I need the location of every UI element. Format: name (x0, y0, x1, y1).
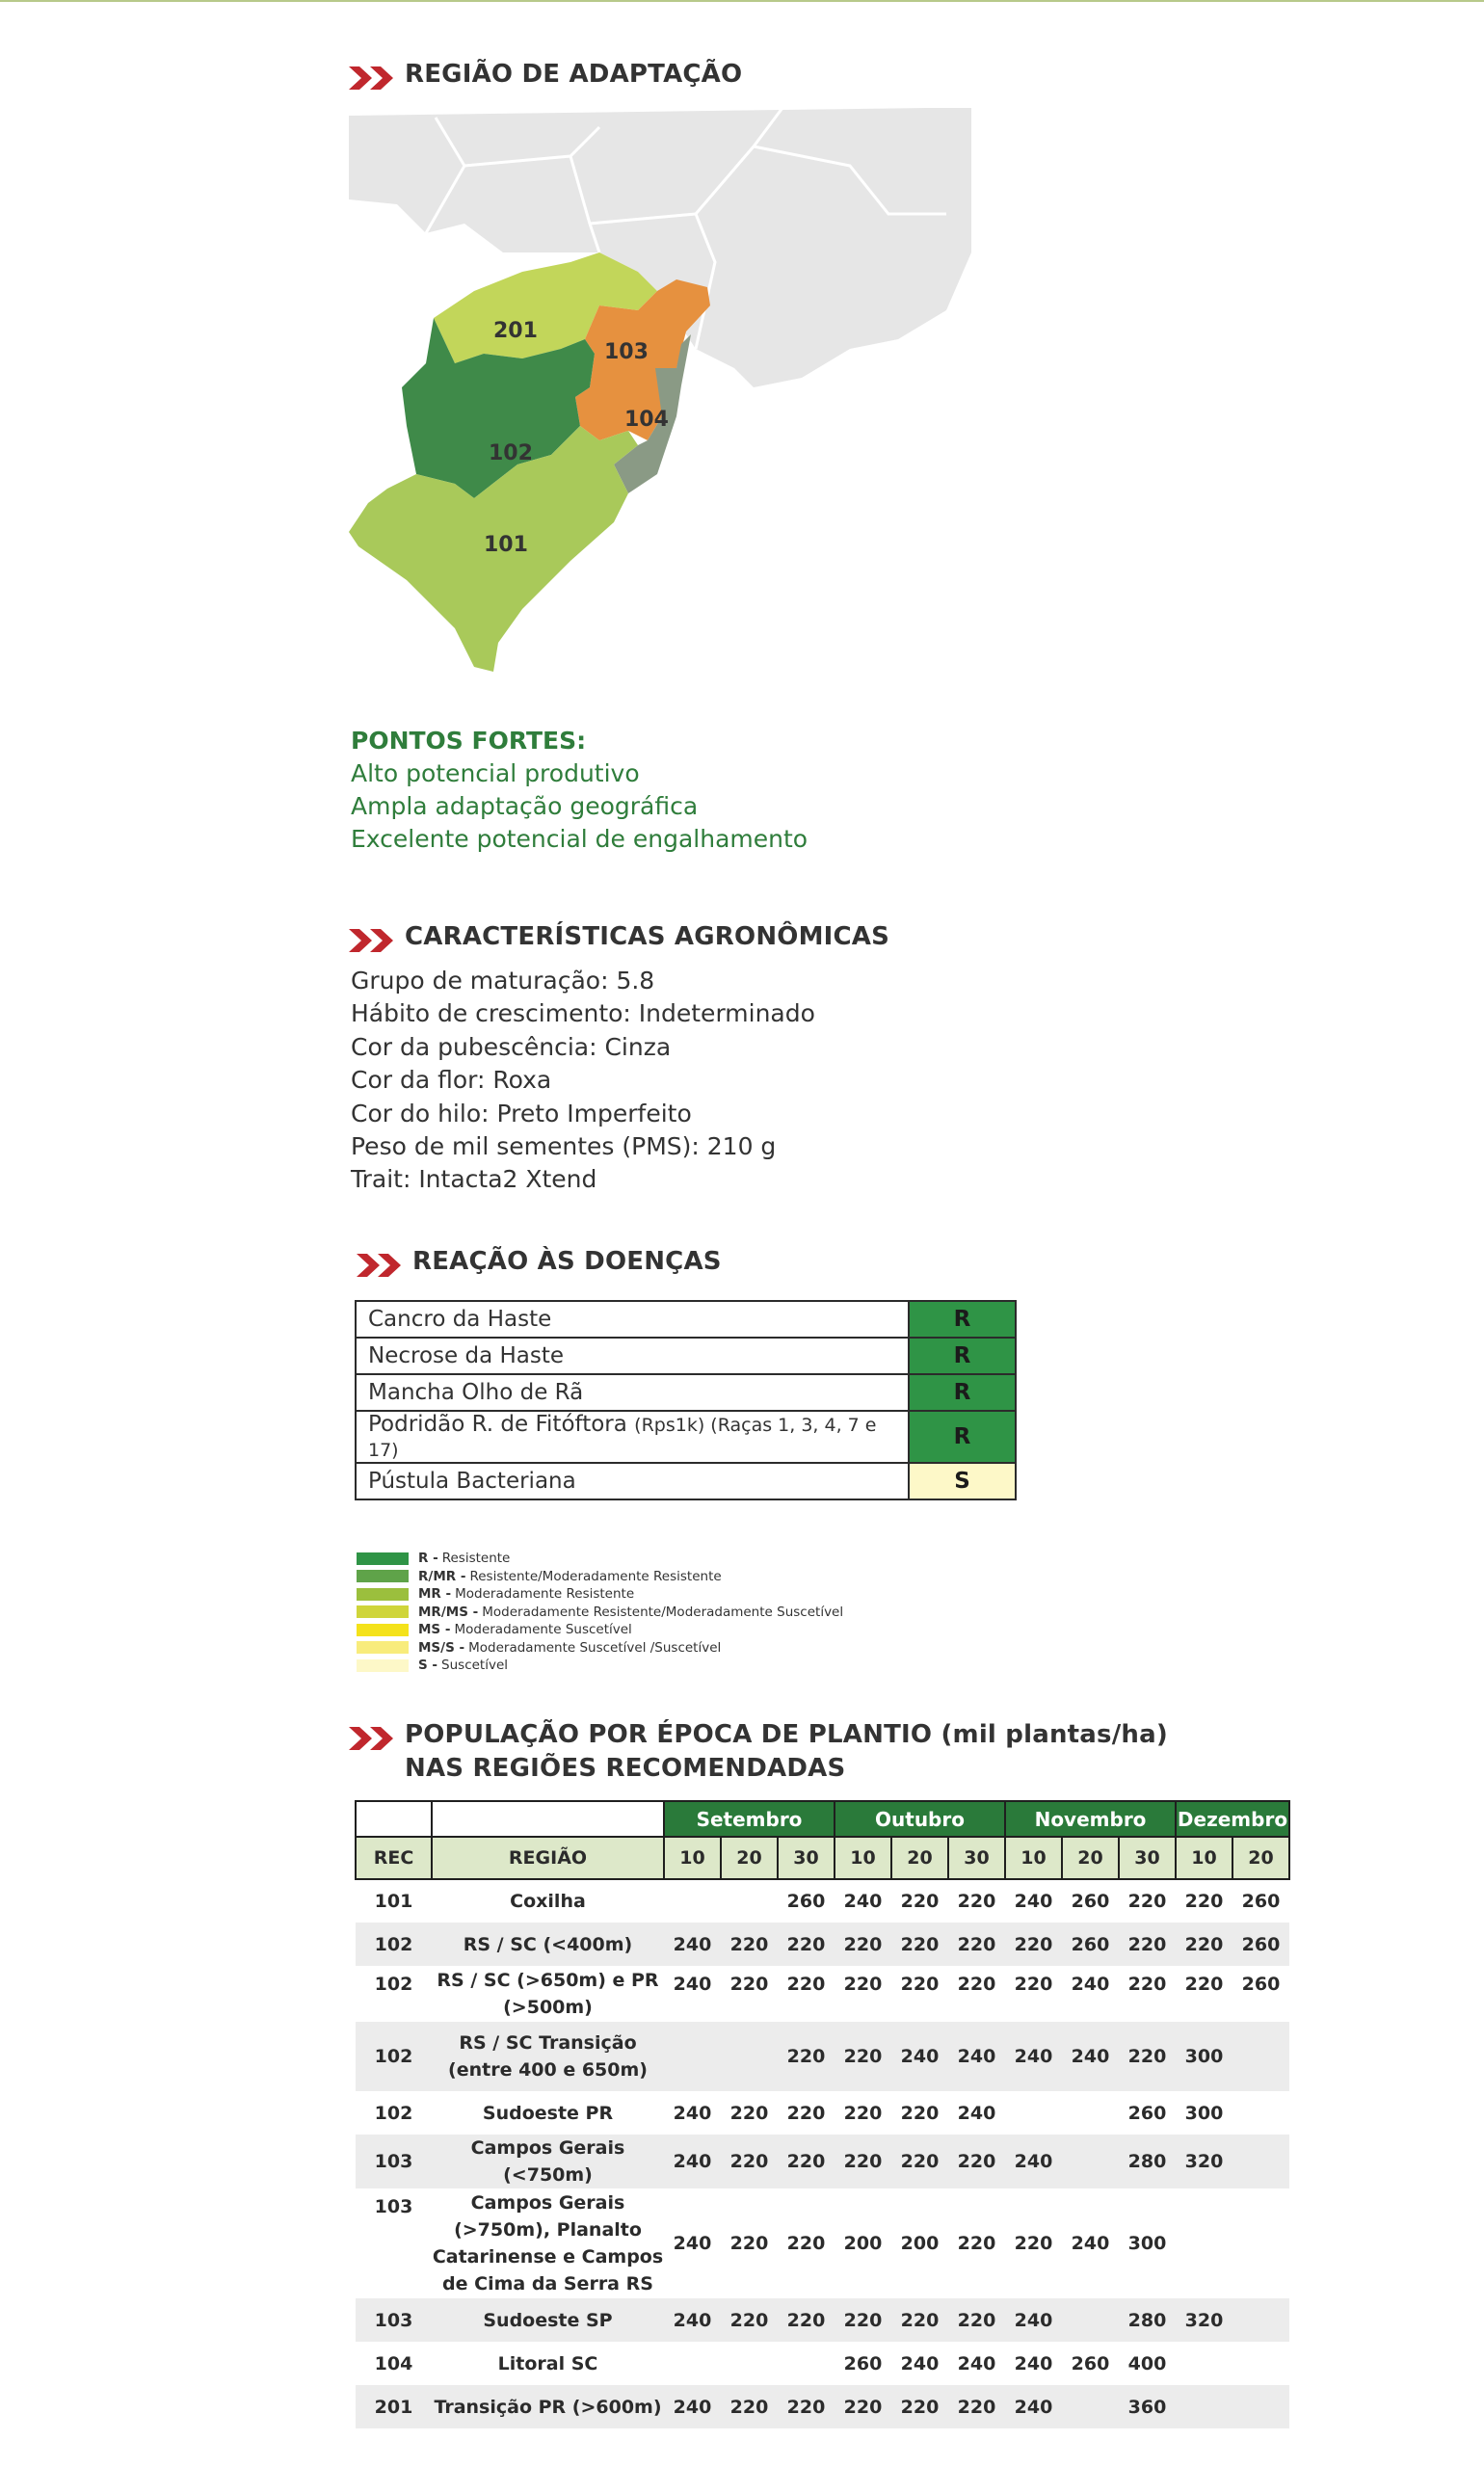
legend-code: MS/S - (418, 1639, 465, 1656)
reaction-legend (357, 1550, 843, 1675)
population-value-cell (721, 2022, 778, 2091)
map-label-103: 103 (604, 340, 649, 364)
population-value-cell (664, 2342, 721, 2385)
top-rule (0, 0, 1484, 2)
population-value-cell: 220 (948, 2298, 1005, 2342)
population-value-cell: 220 (957, 2233, 996, 2254)
population-value-cell (664, 1879, 721, 1923)
day-header: 30 (1119, 1837, 1176, 1879)
population-value-cell: 220 (721, 2385, 778, 2428)
population-value-cell: 220 (786, 2102, 826, 2124)
disease-row (356, 1463, 1016, 1499)
legend-text: Moderadamente Resistente (455, 1586, 635, 1603)
traits-list (351, 965, 815, 1197)
population-value-cell: 220 (778, 2022, 835, 2091)
disease-section-header (357, 1245, 722, 1280)
day-header: 30 (778, 1837, 835, 1879)
population-value-cell: 240 (891, 2022, 948, 2091)
population-value-cell (1062, 2298, 1119, 2342)
population-value-cell: 240 (1014, 1891, 1053, 1912)
disease-reaction: R (909, 1338, 1016, 1374)
map-label-102: 102 (489, 441, 533, 465)
legend-swatch (357, 1624, 409, 1636)
population-value-cell: 240 (1005, 2022, 1062, 2091)
disease-reaction: R (909, 1411, 1016, 1463)
strengths-title: PONTOS FORTES: (351, 727, 587, 755)
rec-cell: 104 (374, 2352, 413, 2374)
population-title-line1: POPULAÇÃO POR ÉPOCA DE PLANTIO (mil plantas/ha) (405, 1720, 1168, 1749)
population-value-cell: 220 (835, 2298, 891, 2342)
population-value-cell: 240 (673, 1974, 712, 1995)
population-value-cell: 220 (729, 2102, 769, 2124)
population-value-cell: 220 (1184, 1891, 1224, 1912)
region-cell: Campos Gerais (<750m) (432, 2135, 664, 2188)
day-header: 20 (1232, 1837, 1289, 1879)
day-header: 30 (948, 1837, 1005, 1879)
population-value-cell: 220 (900, 2102, 940, 2124)
population-value-cell: 260 (1241, 1891, 1281, 1912)
population-value-cell (1232, 2091, 1289, 2135)
population-value-cell: 220 (721, 1923, 778, 1966)
legend-text: Moderadamente Suscetível (454, 1622, 632, 1638)
population-value-cell: 300 (1176, 2022, 1232, 2091)
disease-reaction: R (909, 1374, 1016, 1411)
population-value-cell: 220 (786, 1974, 826, 1995)
table-row (356, 2298, 1289, 2342)
population-value-cell: 220 (891, 2298, 948, 2342)
population-value-cell (1232, 2298, 1289, 2342)
population-value-cell: 220 (891, 2385, 948, 2428)
population-section-header (349, 1718, 1168, 1786)
population-value-cell: 220 (721, 2135, 778, 2188)
population-value-cell: 220 (729, 1974, 769, 1995)
subheader-row (356, 1837, 1289, 1879)
population-value-cell: 220 (835, 2135, 891, 2188)
population-value-cell (1232, 2135, 1289, 2188)
table-row (356, 2188, 1289, 2298)
population-value-cell: 240 (1005, 2135, 1062, 2188)
day-header: 10 (1005, 1837, 1062, 1879)
trait-item: Grupo de maturação: 5.8 (351, 967, 655, 995)
blank-header-cell (432, 1801, 664, 1837)
trait-item: Trait: Intacta2 Xtend (351, 1165, 597, 1194)
legend-swatch (357, 1570, 409, 1582)
population-value-cell: 220 (957, 1891, 996, 1912)
legend-row (357, 1639, 843, 1658)
population-value-cell: 260 (1127, 2102, 1167, 2124)
disease-name: Mancha Olho de Rã (356, 1374, 909, 1411)
disease-row (356, 1411, 1016, 1463)
population-title-line2: NAS REGIÕES RECOMENDADAS (405, 1754, 846, 1783)
legend-code: R - (418, 1551, 438, 1567)
population-value-cell: 240 (900, 2352, 940, 2374)
population-value-cell: 220 (843, 2102, 883, 2124)
legend-code: MR - (418, 1586, 452, 1603)
legend-swatch (357, 1605, 409, 1618)
disease-name: Cancro da Haste (356, 1301, 909, 1338)
population-value-cell (1062, 2385, 1119, 2428)
double-chevron-icon (349, 926, 397, 955)
disease-table (355, 1300, 1017, 1500)
population-value-cell: 300 (1127, 2233, 1167, 2254)
population-value-cell: 220 (1014, 2233, 1053, 2254)
population-value-cell: 220 (948, 2385, 1005, 2428)
table-row (356, 1923, 1289, 1966)
population-value-cell: 320 (1176, 2298, 1232, 2342)
population-value-cell: 280 (1119, 2298, 1176, 2342)
population-value-cell: 220 (1119, 2022, 1176, 2091)
legend-row (357, 1604, 843, 1622)
rec-cell: 102 (374, 1974, 413, 1995)
legend-row (357, 1657, 843, 1675)
region-cell: Transição PR (>600m) (432, 2385, 664, 2428)
population-table (355, 1800, 1290, 2428)
day-header: 20 (891, 1837, 948, 1879)
population-value-cell: 200 (843, 2233, 883, 2254)
month-header: Dezembro (1176, 1801, 1289, 1837)
population-value-cell: 280 (1119, 2135, 1176, 2188)
population-value-cell: 240 (843, 1891, 883, 1912)
population-value-cell: 220 (778, 2298, 835, 2342)
month-header: Setembro (664, 1801, 835, 1837)
population-value-cell: 220 (891, 2135, 948, 2188)
month-header-row (356, 1801, 1289, 1837)
rec-cell: 201 (356, 2385, 432, 2428)
population-value-cell: 220 (948, 2135, 1005, 2188)
population-value-cell: 220 (1119, 1923, 1176, 1966)
population-value-cell: 220 (1184, 1974, 1224, 1995)
table-row (356, 2022, 1289, 2091)
rec-cell: 102 (356, 1923, 432, 1966)
legend-row (357, 1550, 843, 1568)
population-value-cell (778, 2342, 835, 2385)
legend-row (357, 1621, 843, 1639)
map-label-101: 101 (484, 533, 528, 557)
trait-item: Peso de mil sementes (PMS): 210 g (351, 1132, 777, 1161)
day-header: 20 (721, 1837, 778, 1879)
agro-title: CARACTERÍSTICAS AGRONÔMICAS (405, 922, 890, 951)
population-value-cell: 260 (786, 1891, 826, 1912)
population-value-cell: 240 (957, 2352, 996, 2374)
population-value-cell (1232, 2022, 1289, 2091)
population-title (405, 1718, 1168, 1786)
region-cell: Coxilha (510, 1891, 586, 1912)
population-value-cell: 240 (664, 2385, 721, 2428)
population-value-cell: 220 (843, 1974, 883, 1995)
strength-item: Excelente potencial de engalhamento (351, 825, 808, 853)
population-value-cell: 240 (1071, 1974, 1110, 1995)
region-cell: Sudoeste PR (482, 2102, 614, 2124)
population-value-cell: 400 (1127, 2352, 1167, 2374)
double-chevron-icon (357, 1251, 405, 1280)
legend-text: Resistente/Moderadamente Resistente (469, 1568, 722, 1584)
population-value-cell: 240 (948, 2022, 1005, 2091)
population-value-cell (1062, 2091, 1119, 2135)
population-value-cell (1232, 2188, 1289, 2298)
population-value-cell: 220 (1005, 1923, 1062, 1966)
legend-row (357, 1585, 843, 1604)
population-value-cell (1176, 2385, 1232, 2428)
map-label-104: 104 (624, 408, 669, 432)
day-header: 10 (835, 1837, 891, 1879)
population-value-cell (721, 1879, 778, 1923)
strengths-block (351, 725, 808, 856)
legend-code: S - (418, 1658, 438, 1674)
population-value-cell (664, 2022, 721, 2091)
population-value-cell: 240 (664, 2298, 721, 2342)
legend-text: Suscetível (441, 1658, 509, 1674)
population-value-cell: 260 (843, 2352, 883, 2374)
rec-cell: 102 (374, 2102, 413, 2124)
population-value-cell: 220 (900, 1974, 940, 1995)
population-value-cell: 240 (664, 2135, 721, 2188)
legend-code: R/MR - (418, 1568, 466, 1584)
rec-cell: 102 (356, 2022, 432, 2091)
rec-header: REC (356, 1837, 432, 1879)
region-cell: RS / SC (<400m) (432, 1923, 664, 1966)
disease-row (356, 1301, 1016, 1338)
population-value-cell: 240 (1014, 2352, 1053, 2374)
population-value-cell: 220 (778, 1923, 835, 1966)
disease-row (356, 1338, 1016, 1374)
map-label-201: 201 (493, 319, 538, 343)
population-value-cell: 240 (1071, 2233, 1110, 2254)
population-value-cell: 220 (778, 2135, 835, 2188)
region-title: REGIÃO DE ADAPTAÇÃO (405, 60, 743, 89)
population-value-cell: 240 (957, 2102, 996, 2124)
disease-name: Necrose da Haste (356, 1338, 909, 1374)
table-row (356, 2342, 1289, 2385)
population-value-cell: 220 (891, 1923, 948, 1966)
population-value-cell: 220 (778, 2385, 835, 2428)
population-value-cell (1232, 2385, 1289, 2428)
region-header: REGIÃO (432, 1837, 664, 1879)
table-row (356, 2135, 1289, 2188)
legend-swatch (357, 1552, 409, 1565)
population-value-cell: 300 (1184, 2102, 1224, 2124)
region-cell: Sudoeste SP (432, 2298, 664, 2342)
strength-item: Ampla adaptação geográfica (351, 792, 699, 820)
trait-item: Hábito de crescimento: Indeterminado (351, 999, 815, 1028)
month-header: Novembro (1005, 1801, 1176, 1837)
disease-reaction: R (909, 1301, 1016, 1338)
table-row (356, 2091, 1289, 2135)
region-cell: RS / SC Transição (entre 400 e 650m) (432, 2022, 664, 2091)
population-value-cell: 200 (900, 2233, 940, 2254)
population-value-cell (1062, 2135, 1119, 2188)
population-value-cell: 220 (900, 1891, 940, 1912)
legend-swatch (357, 1659, 409, 1672)
population-value-cell: 220 (1127, 1891, 1167, 1912)
population-value-cell (1176, 2188, 1232, 2298)
legend-text: Moderadamente Suscetível /Suscetível (468, 1639, 722, 1656)
legend-text: Resistente (441, 1551, 511, 1567)
day-header: 10 (664, 1837, 721, 1879)
day-header: 20 (1062, 1837, 1119, 1879)
population-value-cell: 220 (786, 2233, 826, 2254)
population-value-cell (1232, 2342, 1289, 2385)
population-value-cell: 240 (1005, 2298, 1062, 2342)
population-value-cell: 220 (835, 2022, 891, 2091)
population-value-cell: 240 (664, 1923, 721, 1966)
population-value-cell: 220 (729, 2233, 769, 2254)
population-value-cell: 220 (1014, 1974, 1053, 1995)
legend-row (357, 1568, 843, 1586)
population-value-cell: 260 (1232, 1923, 1289, 1966)
population-value-cell: 320 (1176, 2135, 1232, 2188)
population-value-cell: 260 (1071, 1891, 1110, 1912)
population-value-cell: 220 (948, 1923, 1005, 1966)
legend-code: MR/MS - (418, 1604, 479, 1620)
population-value-cell: 240 (673, 2102, 712, 2124)
disease-reaction: S (909, 1463, 1016, 1499)
blank-header-cell (356, 1801, 432, 1837)
disease-name: Pústula Bacteriana (356, 1463, 909, 1499)
rec-cell: 103 (374, 2196, 413, 2217)
table-row (356, 1966, 1289, 2022)
double-chevron-icon (349, 64, 397, 93)
population-value-cell: 220 (957, 1974, 996, 1995)
population-value-cell: 360 (1119, 2385, 1176, 2428)
trait-item: Cor da pubescência: Cinza (351, 1032, 672, 1061)
population-value-cell (721, 2342, 778, 2385)
day-header: 10 (1176, 1837, 1232, 1879)
disease-title: REAÇÃO ÀS DOENÇAS (412, 1247, 722, 1276)
legend-swatch (357, 1641, 409, 1654)
table-row (356, 1879, 1289, 1923)
month-header: Outubro (835, 1801, 1005, 1837)
population-value-cell: 260 (1062, 1923, 1119, 1966)
strength-item: Alto potencial produtivo (351, 759, 640, 787)
population-value-cell (1176, 2342, 1232, 2385)
trait-item: Cor do hilo: Preto Imperfeito (351, 1099, 692, 1127)
rec-cell: 103 (356, 2298, 432, 2342)
legend-swatch (357, 1588, 409, 1601)
population-value-cell: 240 (1005, 2385, 1062, 2428)
legend-text: Moderadamente Resistente/Moderadamente Suscetível (482, 1604, 844, 1620)
disease-name: Podridão R. de Fitóftora (368, 1412, 627, 1437)
adaptation-map (349, 108, 975, 676)
rec-cell: 101 (374, 1891, 413, 1912)
population-value-cell: 240 (673, 2233, 712, 2254)
population-value-cell (1005, 2091, 1062, 2135)
population-value-cell: 220 (1127, 1974, 1167, 1995)
legend-code: MS - (418, 1622, 451, 1638)
agro-section-header (349, 920, 889, 955)
trait-item: Cor da flor: Roxa (351, 1066, 552, 1095)
population-value-cell: 240 (1062, 2022, 1119, 2091)
population-value-cell: 260 (1241, 1974, 1281, 1995)
table-row (356, 2385, 1289, 2428)
region-cell: Campos Gerais (>750m), Planalto Catarinense e Campos de Cima da Serra RS (432, 2192, 664, 2295)
disease-name-cell (356, 1411, 909, 1463)
population-value-cell: 220 (1176, 1923, 1232, 1966)
rec-cell: 103 (356, 2135, 432, 2188)
disease-note: (Rps1k) (Raças 1, 3, 4, 7 e 17) (368, 1415, 877, 1461)
region-section-header (349, 58, 742, 93)
population-value-cell: 220 (835, 1923, 891, 1966)
population-value-cell: 220 (721, 2298, 778, 2342)
region-cell: RS / SC (>650m) e PR (>500m) (437, 1970, 659, 2018)
region-cell: Litoral SC (497, 2352, 598, 2374)
double-chevron-icon (349, 1724, 397, 1753)
population-value-cell: 220 (835, 2385, 891, 2428)
population-value-cell: 260 (1071, 2352, 1110, 2374)
disease-row (356, 1374, 1016, 1411)
